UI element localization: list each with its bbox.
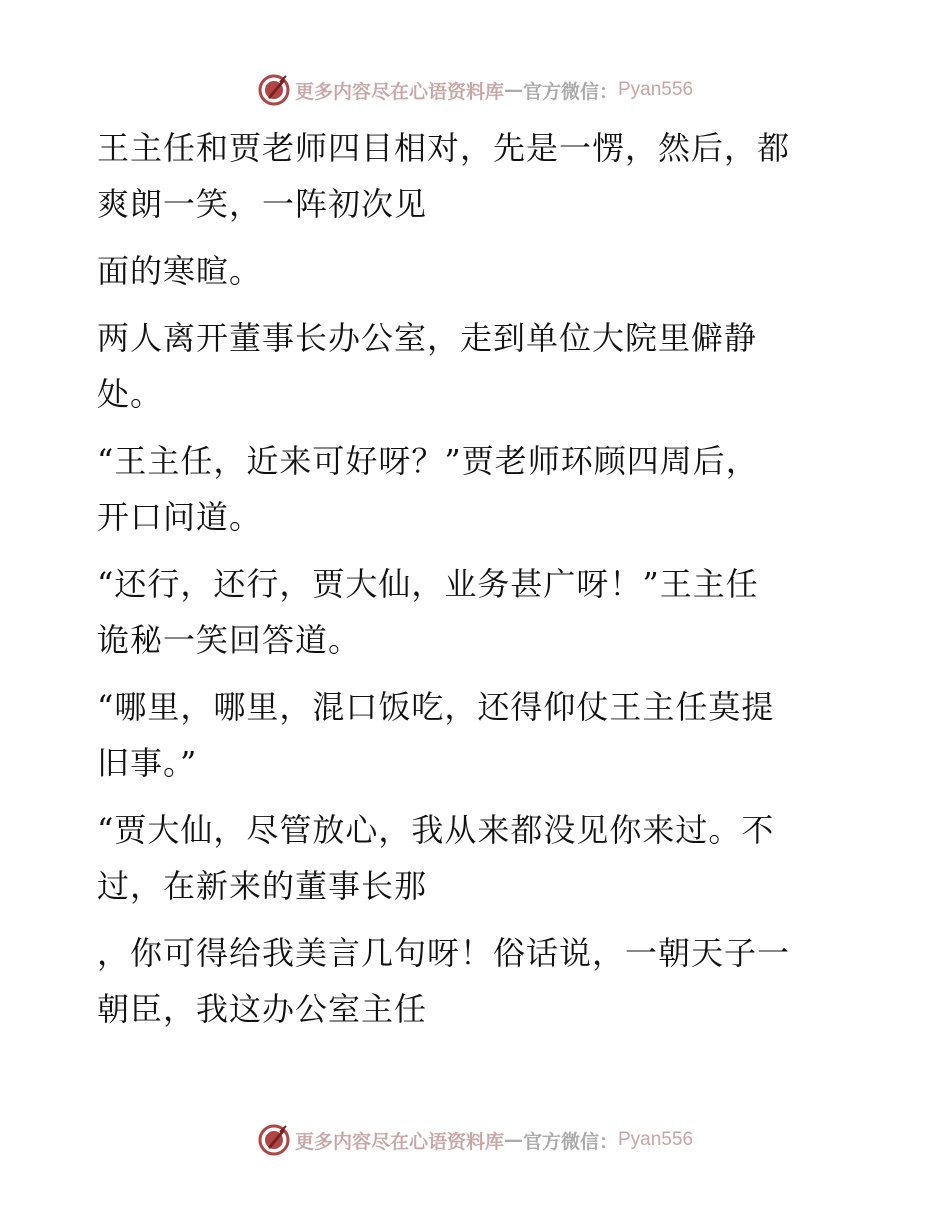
footer-watermark xyxy=(0,1120,950,1160)
watermark-wechat-id: Pyan556 xyxy=(618,79,694,100)
watermark-wechat-label: 官方微信： xyxy=(522,1130,618,1153)
text-line: 朝臣，我这办公室主任 xyxy=(97,990,428,1028)
text-line: “哪里，哪里，混口饭吃，还得仰仗王主任莫提 xyxy=(97,688,775,726)
paragraph xyxy=(97,310,837,422)
paragraph xyxy=(97,120,837,232)
text-line: “王主任，近来可好呀？”贾老师环顾四周后， xyxy=(97,442,759,480)
text-line: 过，在新来的董事长那 xyxy=(97,867,428,905)
text-line: 王主任和贾老师四目相对，先是一愣，然后，都 xyxy=(97,129,791,167)
watermark-dash: — xyxy=(503,79,523,101)
paragraph xyxy=(97,925,837,1037)
text-line: 处。 xyxy=(97,375,164,413)
watermark-main-text: 更多内容尽在心语资料库 xyxy=(294,1130,504,1153)
document-body xyxy=(97,120,837,1037)
text-line: 两人离开董事长办公室，走到单位大院里僻静 xyxy=(97,319,758,357)
text-line: ，你可得给我美言几句呀！俗话说，一朝天子一 xyxy=(97,934,791,972)
quill-seal-logo-icon xyxy=(257,73,291,107)
text-line: 爽朗一笑，一阵初次见 xyxy=(97,185,428,223)
text-line: “贾大仙，尽管放心，我从来都没见你来过。不 xyxy=(97,811,775,849)
watermark-main-text: 更多内容尽在心语资料库 xyxy=(294,80,504,103)
text-line: 开口问道。 xyxy=(97,498,263,536)
paragraph xyxy=(97,802,837,914)
text-line: 诡秘一笑回答道。 xyxy=(97,621,362,659)
text-line: 旧事。” xyxy=(97,744,198,782)
watermark-dash: — xyxy=(503,1129,523,1151)
text-line: “还行，还行，贾大仙，业务甚广呀！”王主任 xyxy=(97,565,759,603)
text-line: 面的寒暄。 xyxy=(97,252,263,290)
watermark-wechat-label: 官方微信： xyxy=(522,80,618,103)
paragraph xyxy=(97,679,837,791)
paragraph xyxy=(97,433,837,545)
header-watermark xyxy=(0,70,950,110)
paragraph xyxy=(97,556,837,668)
quill-seal-logo-icon xyxy=(257,1123,291,1157)
watermark-wechat-id: Pyan556 xyxy=(618,1129,694,1150)
paragraph xyxy=(97,243,837,299)
